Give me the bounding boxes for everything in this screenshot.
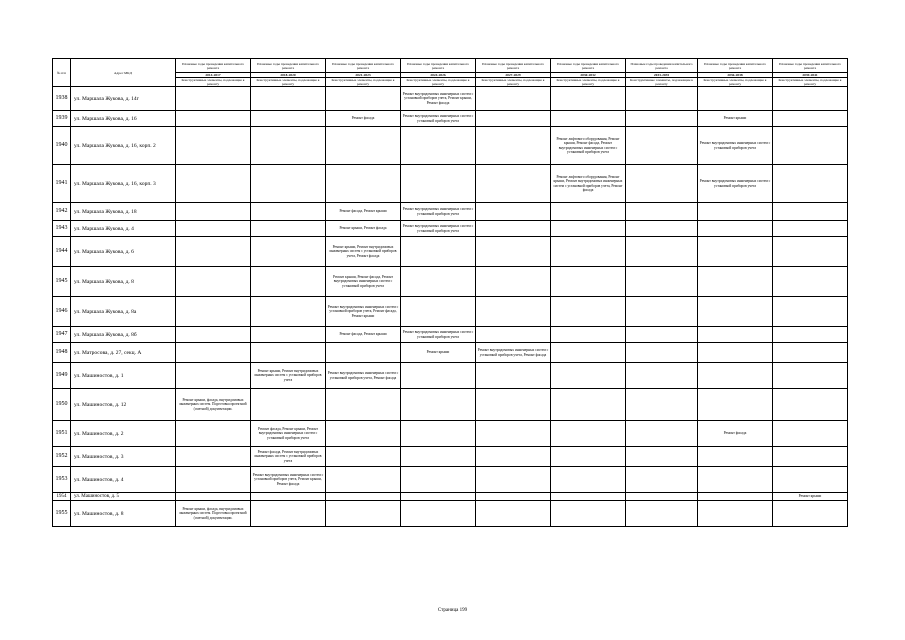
work-cell (626, 203, 698, 221)
work-cell (773, 447, 848, 467)
work-cell (626, 363, 698, 389)
work-cell (326, 127, 401, 165)
work-cell (476, 267, 551, 297)
row-address: ул. Маршала Жукова, д. 8 (71, 267, 176, 297)
work-cell (626, 267, 698, 297)
row-number: 1944 (53, 237, 71, 267)
work-cell (551, 363, 626, 389)
header-period-subtitle: Конструктивные элементы, подлежащие к ремонту (626, 78, 698, 87)
work-cell (176, 221, 251, 237)
header-period-title: Плановые годы проведения капитального ремонта (476, 59, 551, 73)
header-period-title: Плановые годы проведения капитального ремонта (773, 59, 848, 73)
work-cell (401, 127, 476, 165)
work-cell (326, 343, 401, 363)
table-row (53, 421, 848, 447)
work-cell (626, 165, 698, 203)
table-row (53, 343, 848, 363)
row-number: 1948 (53, 343, 71, 363)
work-cell (401, 165, 476, 203)
work-cell (626, 111, 698, 127)
table-row (53, 363, 848, 389)
row-number: 1947 (53, 327, 71, 343)
work-cell (476, 493, 551, 501)
work-cell (698, 447, 773, 467)
row-address: ул. Матросова, д. 27, секц. А (71, 343, 176, 363)
header-period-subtitle: Конструктивные элементы, подлежащие к ремонту (773, 78, 848, 87)
work-cell: Ремонт крыши, Ремонт фасада, Ремонт внутридомовых инженерных систем с установкой приборов учета (326, 267, 401, 297)
work-cell (326, 447, 401, 467)
work-cell (401, 363, 476, 389)
work-cell (326, 421, 401, 447)
table-body (53, 87, 848, 527)
work-cell (551, 493, 626, 501)
work-cell (176, 493, 251, 501)
work-cell (773, 221, 848, 237)
work-cell (551, 327, 626, 343)
work-cell (476, 127, 551, 165)
work-cell (698, 237, 773, 267)
work-cell: Ремонт крыши (698, 111, 773, 127)
header-period-subtitle: Конструктивные элементы, подлежащие к ремонту (251, 78, 326, 87)
header-period-years: 2036-2038 (698, 73, 773, 78)
work-cell (476, 165, 551, 203)
work-cell (626, 493, 698, 501)
work-cell (251, 165, 326, 203)
table-row (53, 87, 848, 111)
row-number: 1950 (53, 389, 71, 421)
work-cell (773, 127, 848, 165)
work-cell (773, 87, 848, 111)
table-row (53, 493, 848, 501)
work-cell (251, 297, 326, 327)
work-cell (176, 165, 251, 203)
row-address: ул. Маршала Жукова, д. 6 (71, 237, 176, 267)
page-number: Страница 199 (437, 608, 468, 613)
work-cell (698, 467, 773, 493)
work-cell (251, 203, 326, 221)
work-cell: Ремонт фасада, Ремонт крыши (326, 327, 401, 343)
work-cell (326, 467, 401, 493)
work-cell (326, 165, 401, 203)
work-cell (626, 501, 698, 527)
work-cell (551, 389, 626, 421)
row-number: 1951 (53, 421, 71, 447)
work-cell (773, 267, 848, 297)
header-period-title: Плановые годы проведения капитального ремонта (698, 59, 773, 73)
header-period-title: Плановые годы проведения капитального ремонта (551, 59, 626, 73)
work-cell (476, 467, 551, 493)
work-cell (176, 327, 251, 343)
work-cell (698, 327, 773, 343)
work-cell (401, 447, 476, 467)
table-row (53, 203, 848, 221)
work-cell (176, 237, 251, 267)
work-cell (401, 389, 476, 421)
work-cell (626, 447, 698, 467)
work-cell (551, 237, 626, 267)
work-cell: Ремонт внутридомовых инженерных систем с установкой приборов учета, Ремонт крыши, Ремонт фасада (401, 87, 476, 111)
work-cell (251, 389, 326, 421)
row-number: 1946 (53, 297, 71, 327)
work-cell (176, 467, 251, 493)
work-cell (476, 87, 551, 111)
work-cell (251, 493, 326, 501)
work-cell (251, 343, 326, 363)
work-cell: Ремонт внутридомовых инженерных систем с установкой приборов учета (401, 221, 476, 237)
table-row (53, 447, 848, 467)
work-cell (551, 203, 626, 221)
table-row (53, 389, 848, 421)
row-address: ул. Машиностов, д. 2 (71, 421, 176, 447)
table-row (53, 221, 848, 237)
header-period-title: Плановые годы проведения капитального ремонта (326, 59, 401, 73)
work-cell (476, 297, 551, 327)
work-cell: Ремонт крыши, Ремонт фасада (326, 221, 401, 237)
row-address: ул. Машиностов, д. 8 (71, 501, 176, 527)
row-address: ул. Машиностов, д. 5 (71, 493, 176, 501)
work-cell (401, 297, 476, 327)
work-cell: Ремонт фасада, Ремонт крыши (326, 203, 401, 221)
work-cell: Ремонт крыши, Ремонт внутридомовых инженерных систем с установкой приборов учета (251, 363, 326, 389)
work-cell (626, 297, 698, 327)
work-cell (773, 297, 848, 327)
work-cell (698, 87, 773, 111)
work-cell (626, 467, 698, 493)
work-cell (698, 389, 773, 421)
work-cell (698, 203, 773, 221)
table-row (53, 501, 848, 527)
work-cell (698, 501, 773, 527)
header-period-subtitle: Конструктивные элементы, подлежащие к ремонту (476, 78, 551, 87)
work-cell: Ремонт крыши, Ремонт внутридомовых инженерных систем с установкой приборов учета, Ремонт фасада (326, 237, 401, 267)
work-cell (176, 297, 251, 327)
work-cell (698, 343, 773, 363)
work-cell (626, 87, 698, 111)
work-cell: Ремонт фасада, Ремонт крыши, Ремонт внутридомовых инженерных систем с установкой приборов учета (251, 421, 326, 447)
row-address: ул. Машиностов, д. 1 (71, 363, 176, 389)
work-cell (476, 203, 551, 221)
work-cell (401, 467, 476, 493)
work-cell (401, 237, 476, 267)
header-period-years: 2018-2020 (251, 73, 326, 78)
work-cell (698, 363, 773, 389)
row-number: 1940 (53, 127, 71, 165)
header-period-years: 2014-2017 (176, 73, 251, 78)
work-cell (698, 221, 773, 237)
work-cell (626, 421, 698, 447)
work-cell (551, 421, 626, 447)
table-row (53, 467, 848, 493)
work-cell (251, 87, 326, 111)
work-cell (476, 111, 551, 127)
row-address: ул. Машиностов, д. 3 (71, 447, 176, 467)
repair-schedule-table (52, 58, 848, 527)
work-cell: Ремонт крыши, фасада, внутридомовых инженерных систем. Подготовка проектной (сметной) документации. (176, 389, 251, 421)
work-cell (476, 389, 551, 421)
row-number: 1942 (53, 203, 71, 221)
work-cell: Ремонт фасада (698, 421, 773, 447)
table-row (53, 127, 848, 165)
header-period-years: 2039-2041 (773, 73, 848, 78)
header-period-years: 2021-2023 (326, 73, 401, 78)
table-row (53, 327, 848, 343)
header-period-title: Плановые годы проведения капитального ремонта (176, 59, 251, 73)
work-cell: Ремонт внутридомовых инженерных систем с установкой приборов учета, Ремонт фасада, Ремонт крыши (326, 297, 401, 327)
work-cell (476, 501, 551, 527)
work-cell (551, 87, 626, 111)
work-cell (626, 221, 698, 237)
work-cell: Ремонт внутридомовых инженерных систем с установкой приборов учета (698, 165, 773, 203)
row-address: ул. Машиностов, д. 4 (71, 467, 176, 493)
row-number: 1941 (53, 165, 71, 203)
row-number: 1943 (53, 221, 71, 237)
row-number: 1953 (53, 467, 71, 493)
work-cell (476, 221, 551, 237)
work-cell (626, 343, 698, 363)
work-cell: Ремонт фасада (326, 111, 401, 127)
work-cell (773, 389, 848, 421)
work-cell: Ремонт крыши (773, 493, 848, 501)
work-cell (176, 127, 251, 165)
work-cell (773, 363, 848, 389)
work-cell (401, 267, 476, 297)
work-cell (551, 267, 626, 297)
work-cell (176, 421, 251, 447)
work-cell (551, 501, 626, 527)
work-cell (551, 297, 626, 327)
header-period-subtitle: Конструктивные элементы, подлежащие к ремонту (401, 78, 476, 87)
work-cell (176, 203, 251, 221)
work-cell (773, 327, 848, 343)
row-address: ул. Машиностов, д. 12 (71, 389, 176, 421)
work-cell (251, 221, 326, 237)
header-address: Адрес МКД (71, 59, 176, 87)
work-cell: Ремонт лифтового оборудования, Ремонт крыши, Ремонт внутридомовых инженерных систем с установкой приборов учета, Ремонт фасада (551, 165, 626, 203)
work-cell (773, 165, 848, 203)
header-period-years: 2027-2029 (476, 73, 551, 78)
work-cell: Ремонт лифтового оборудования, Ремонт крыши, Ремонт фасада, Ремонт внутридомовых инженерных систем с установкой приборов учета (551, 127, 626, 165)
row-address: ул. Маршала Жукова, д. 16, корп. 2 (71, 127, 176, 165)
row-number: 1949 (53, 363, 71, 389)
work-cell (626, 327, 698, 343)
table-row (53, 165, 848, 203)
work-cell (626, 127, 698, 165)
row-number: 1945 (53, 267, 71, 297)
header-num: № п/п (53, 59, 71, 87)
work-cell (476, 363, 551, 389)
table-header (53, 59, 848, 87)
header-period-years: 2024-2026 (401, 73, 476, 78)
work-cell: Ремонт внутридомовых инженерных систем с установкой приборов учета, Ремонт фасада (326, 363, 401, 389)
table-row (53, 111, 848, 127)
work-cell (251, 267, 326, 297)
work-cell: Ремонт внутридомовых инженерных систем с установкой приборов учета (401, 111, 476, 127)
work-cell (773, 501, 848, 527)
work-cell (773, 203, 848, 221)
work-cell (326, 87, 401, 111)
work-cell (551, 221, 626, 237)
row-address: ул. Маршала Жукова, д. 16 (71, 111, 176, 127)
work-cell (251, 327, 326, 343)
work-cell (551, 467, 626, 493)
header-period-subtitle: Конструктивные элементы, подлежащие к ремонту (551, 78, 626, 87)
work-cell (698, 297, 773, 327)
work-cell (326, 501, 401, 527)
work-cell (251, 501, 326, 527)
row-address: ул. Маршала Жукова, д. 8а (71, 297, 176, 327)
work-cell: Ремонт внутридомовых инженерных систем с установкой приборов учета, Ремонт фасада (476, 343, 551, 363)
header-period-subtitle: Конструктивные элементы, подлежащие к ремонту (176, 78, 251, 87)
header-period-title: Плановые годы проведения капитального ремонта (626, 59, 698, 73)
work-cell (773, 343, 848, 363)
row-address: ул. Маршала Жукова, д. 18 (71, 203, 176, 221)
work-cell (176, 343, 251, 363)
work-cell: Ремонт внутридомовых инженерных систем с установкой приборов учета (401, 327, 476, 343)
work-cell: Ремонт крыши, фасада, внутридомовых инженерных систем. Подготовка проектной (сметной) документации. (176, 501, 251, 527)
work-cell (476, 421, 551, 447)
work-cell (476, 327, 551, 343)
work-cell (551, 343, 626, 363)
work-cell: Ремонт внутридомовых инженерных систем с установкой приборов учета (698, 127, 773, 165)
row-address: ул. Маршала Жукова, д. 8б (71, 327, 176, 343)
work-cell (251, 111, 326, 127)
work-cell: Ремонт крыши (401, 343, 476, 363)
table-row (53, 237, 848, 267)
row-number: 1952 (53, 447, 71, 467)
work-cell (476, 447, 551, 467)
work-cell (773, 467, 848, 493)
work-cell (698, 267, 773, 297)
table-row (53, 297, 848, 327)
work-cell (176, 447, 251, 467)
row-number: 1954 (53, 493, 71, 501)
work-cell (626, 237, 698, 267)
work-cell (773, 237, 848, 267)
row-address: ул. Маршала Жукова, д. 4 (71, 221, 176, 237)
header-period-subtitle: Конструктивные элементы, подлежащие к ремонту (698, 78, 773, 87)
row-number: 1939 (53, 111, 71, 127)
work-cell: Ремонт внутридомовых инженерных систем с установкой приборов учета, Ремонт крыши, Ремонт фасада (251, 467, 326, 493)
work-cell (176, 87, 251, 111)
work-cell (551, 447, 626, 467)
work-cell (176, 363, 251, 389)
work-cell (551, 111, 626, 127)
work-cell (626, 389, 698, 421)
work-cell (401, 501, 476, 527)
row-number: 1938 (53, 87, 71, 111)
row-address: ул. Маршала Жукова, д. 14г (71, 87, 176, 111)
work-cell (326, 493, 401, 501)
work-cell (176, 111, 251, 127)
work-cell (176, 267, 251, 297)
work-cell (326, 389, 401, 421)
work-cell (773, 111, 848, 127)
work-cell (401, 421, 476, 447)
header-period-years: 2030-2032 (551, 73, 626, 78)
header-period-subtitle: Конструктивные элементы, подлежащие к ремонту (326, 78, 401, 87)
work-cell (476, 237, 551, 267)
header-period-title: Плановые годы проведения капитального ремонта (401, 59, 476, 73)
row-address: ул. Маршала Жукова, д. 16, корп. 3 (71, 165, 176, 203)
work-cell (251, 127, 326, 165)
work-cell (773, 421, 848, 447)
table-row (53, 267, 848, 297)
work-cell: Ремонт внутридомовых инженерных систем с установкой приборов учета (401, 203, 476, 221)
work-cell (401, 493, 476, 501)
row-number: 1955 (53, 501, 71, 527)
header-period-years: 2033-2035 (626, 73, 698, 78)
work-cell: Ремонт фасада, Ремонт внутридомовых инженерных систем с установкой приборов учета (251, 447, 326, 467)
work-cell (251, 237, 326, 267)
work-cell (698, 493, 773, 501)
header-period-title: Плановые годы проведения капитального ремонта (251, 59, 326, 73)
